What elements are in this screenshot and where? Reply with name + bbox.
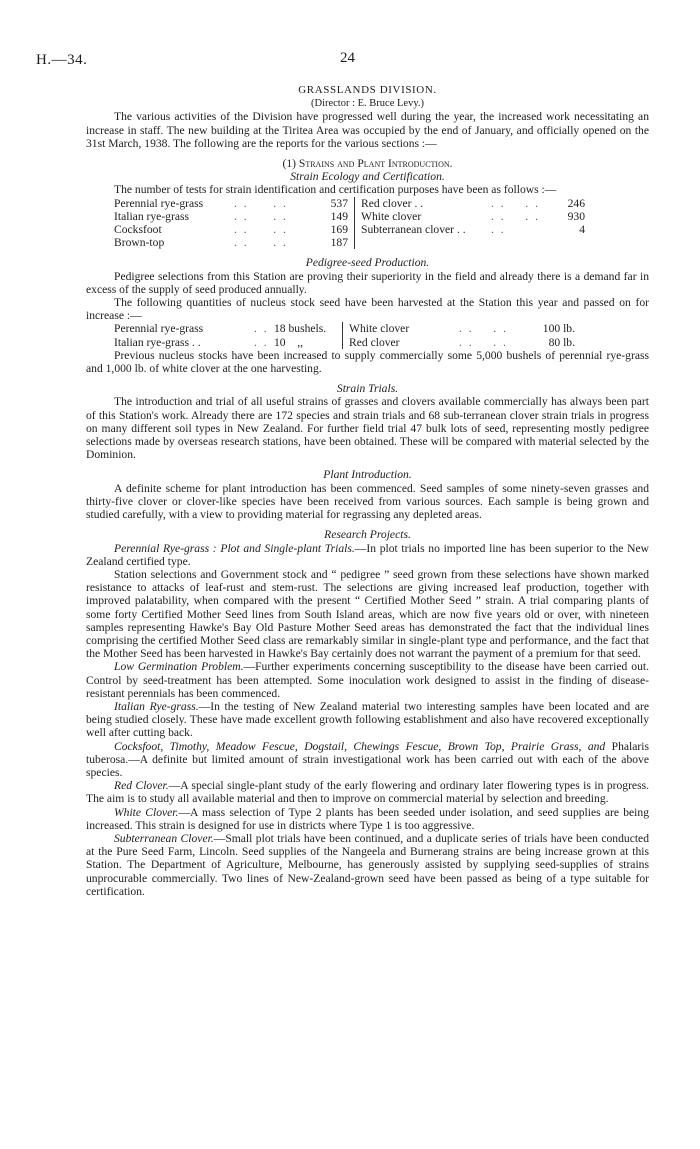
page-number: 24: [340, 50, 355, 66]
table-row: Perennial rye-grass . . 18 bushels. White clover . . . . 100 lb.: [114, 322, 581, 335]
research-label: Cocksfoot, Timothy, Meadow Fescue, Dogstail, Chewings Fescue, Brown Top, Prairie Grass, and: [114, 739, 606, 753]
pedigree-left-name: Italian rye-grass . .: [114, 335, 201, 349]
tests-left-name: Perennial rye-grass: [114, 196, 204, 210]
tests-right-value: 246: [567, 196, 585, 210]
intro-paragraph: The various activities of the Division have progressed well during the year, the increased work necessitating an increase in staff. The new building at the Tiritea Area was occupied by the end of January, and officially opened on the 31st March, 1938. The following are the reports for the various sections :—: [86, 110, 649, 150]
pedigree-left-name: Perennial rye-grass: [114, 322, 204, 336]
section-subtitle: Strain Ecology and Certification.: [290, 170, 445, 184]
pedigree-right-value: 100 lb.: [542, 322, 575, 336]
pedigree-right-name: White clover: [343, 322, 460, 335]
division-title: GRASSLANDS DIVISION.: [298, 84, 437, 96]
tests-table: [114, 197, 591, 250]
research-label: Low Germination Problem.: [114, 660, 244, 674]
document-reference: H.—34.: [36, 52, 88, 68]
tests-right-name: [355, 236, 492, 249]
pedigree-right-value: 80 lb.: [548, 335, 575, 349]
research-label: Phalaris tuberosa.: [86, 739, 649, 766]
pedigree-paragraph-2: The following quantities of nucleus stock seed have been harvested at the Station this year and passed on for increase :—: [86, 296, 649, 323]
tests-left-name: Brown-top: [114, 236, 165, 250]
pedigree-table: [114, 322, 581, 348]
pedigree-right-name: Red clover: [343, 336, 460, 349]
tests-right-value: 4: [579, 223, 585, 237]
research-paragraph-1: Perennial Rye-grass : Plot and Single-plant Trials.—In plot trials no imported line has been superior to the New Zealand certified type.: [86, 541, 650, 568]
tests-right-name: Red clover . .: [355, 197, 492, 210]
strain-trials-paragraph: The introduction and trial of all useful strains of grasses and clovers available commercially has always been part of this Station's work. Already there are 172 species and strain trials and 68 sub-terranean clover strain trials in progress on many different soil types in New Zealand. For further field trial 47 bulk lots of seed, representing mostly pedigree selections made by overseas research stations, have been obtained. These will be compared with material selected by the Dominion.: [86, 395, 649, 462]
research-paragraph-7: White Clover.—A mass selection of Type 2 plants has been seeded under isolation, and seed supplies are being increased. This strain is designed for use in districts where Type 1 is too aggressive.: [86, 805, 649, 832]
tests-left-name: Italian rye-grass: [114, 209, 190, 223]
research-paragraph-5: Cocksfoot, Timothy, Meadow Fescue, Dogstail, Chewings Fescue, Brown Top, Prairie Grass, and Phalaris tuberosa.—A definite but limited amount of strain investigational work has been carried out with each of the above species.: [86, 739, 649, 779]
pedigree-paragraph-1: Pedigree selections from this Station are proving their superiority in the field and already there is a demand far in excess of the supply of seed produced annually.: [86, 269, 649, 296]
research-label: White Clover.: [114, 805, 179, 819]
tests-left-name: Cocksfoot: [114, 223, 162, 237]
table-row: Brown-top . . . . 187: [114, 236, 591, 249]
table-row: Italian rye-grass . . . . 149 White clover . . . . 930: [114, 210, 591, 223]
table-row: Perennial rye-grass . . . . 537 Red clover . . . . . . 246: [114, 197, 591, 210]
research-label: Italian Rye-grass.: [114, 699, 199, 713]
research-paragraph-8: Subterranean Clover.—Small plot trials have been continued, and a duplicate series of trials have been conducted at the Pure Seed Farm, Lincoln. Seed supplies of the Nangeela and Burnerang strains are being increase grown at this Station. The Department of Agriculture, Melbourne, has generously assisted by supplying seed-supplies of strains unprocurable commercially. Two lines of New-Zealand-grown seed have been passed as being of a type suitable for certification.: [86, 831, 650, 898]
research-label: Red Clover.: [114, 779, 169, 793]
research-heading: Research Projects.: [324, 528, 411, 542]
pedigree-left-value: 10 ,,: [274, 335, 303, 349]
tests-right-value: [561, 236, 591, 249]
research-paragraph-4: Italian Rye-grass.—In the testing of New Zealand material two interesting samples have been located and are being studied closely. These have made excellent growth following establishment and also have recovered exceptionally well after cutting back.: [86, 699, 649, 740]
tests-right-name: Subterranean clover . .: [355, 223, 492, 236]
tests-right-name: White clover: [355, 210, 492, 223]
research-paragraph-6: Red Clover.—A special single-plant study of the early flowering and ordinary later flowering types is in progress. The aim is to study all available material and then to improve on commercial material by selection and breeding.: [86, 779, 649, 806]
table-row: Cocksfoot . . . . 169 Subterranean clover . . . . 4: [114, 223, 591, 236]
strain-trials-heading: Strain Trials.: [336, 382, 399, 396]
research-label: Perennial Rye-grass : Plot and Single-plant Trials.: [114, 541, 355, 555]
section-title: (1) Strains and Plant Introduction.: [282, 157, 453, 171]
tests-left-value: 149: [330, 209, 348, 223]
division-director: (Director : E. Bruce Levy.): [310, 98, 425, 110]
tests-right-value: 930: [567, 209, 585, 223]
tests-intro: The number of tests for strain identification and certification purposes have been as follows :—: [114, 183, 557, 197]
research-label: Subterranean Clover.: [114, 831, 214, 845]
table-row: Italian rye-grass . . . . 10 ,, Red clover . . . . 80 lb.: [114, 336, 581, 349]
research-paragraph-3: Low Germination Problem.—Further experiments concerning susceptibility to the disease have been carried out. Control by seed-treatment has been attempted. Some inoculation work designed to assist in the finding of disease-resistant perennials has been commenced.: [86, 660, 649, 700]
tests-left-value: 169: [330, 223, 348, 237]
tests-left-value: 187: [330, 236, 348, 250]
tests-left-value: 537: [330, 196, 348, 210]
pedigree-left-value: 18 bushels.: [274, 322, 327, 336]
pedigree-heading: Pedigree-seed Production.: [305, 256, 430, 270]
page-content: [86, 84, 649, 898]
pedigree-paragraph-3: Previous nucleus stocks have been increased to supply commercially some 5,000 bushels of perennial rye-grass and 1,000 lb. of white clover at the one harvesting.: [86, 348, 649, 376]
research-paragraph-2: Station selections and Government stock and “ pedigree ” seed grown from these selections have shown marked resistance to attacks of leaf-rust and stem-rust. The selections are giving increased leaf production, together with improved palatability, when compared with the present “ Certified Mother Seed ” strain. A trial comparing plants of some forty Certified Mother Seed lines from South Island areas, which are now five years old or over, with nineteen samples representing Hawke's Bay Old Pasture Mother Seed areas has demonstrated the fact that the individual lines comprising the certified Mother Seed class are remarkably similar in single-plant type and performance, and the fact that the Mother Seed has been harvested in Hawke's Bay certainly does not warrant the payment of a premium for that seed.: [86, 567, 649, 661]
plant-intro-heading: Plant Introduction.: [323, 468, 412, 482]
plant-intro-paragraph: A definite scheme for plant introduction has been commenced. Seed samples of some ninety-seven grasses and thirty-five clover or clover-like species have been received from various sources. Each sample is being grown and studied carefully, with a view to providing material for regrassing any depleted areas.: [86, 481, 649, 522]
